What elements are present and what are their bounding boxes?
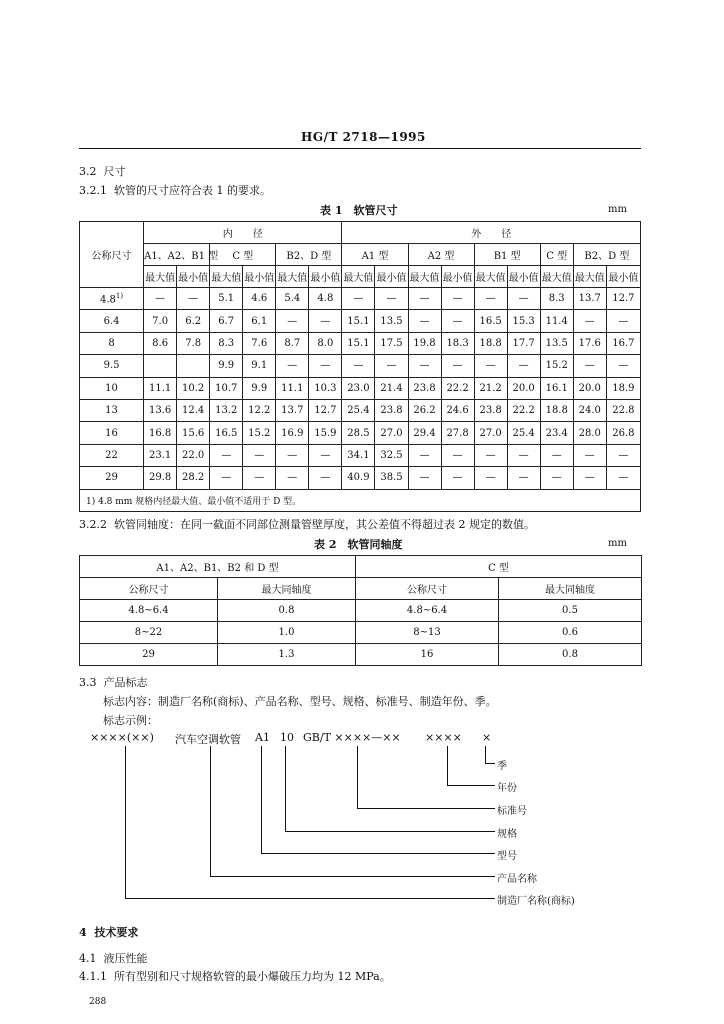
table-cell: 22.2 (507, 399, 540, 421)
table-cell: 15.1 (342, 332, 375, 354)
table-cell: — (474, 444, 507, 466)
table-cell: 26.2 (408, 399, 441, 421)
table-cell: — (540, 467, 573, 489)
example-product-name: 汽车空调软管 (175, 733, 241, 746)
table-row (80, 355, 641, 377)
table-cell: — (243, 467, 276, 489)
table-cell: 17.7 (507, 332, 540, 354)
table1-maxmin-header: 最大值 (276, 266, 309, 288)
table-cell: 16.1 (540, 377, 573, 399)
table1-type-header: A1、A2、B1 型 (144, 244, 210, 266)
table-cell: 15.9 (309, 422, 342, 444)
table-cell: 23.4 (540, 422, 573, 444)
table-cell: 27.8 (441, 422, 474, 444)
table2-group-right: C 型 (356, 556, 642, 578)
table-cell: 9.1 (243, 355, 276, 377)
table-cell: 29.4 (408, 422, 441, 444)
standard-number: HG/T 2718—1995 (301, 130, 426, 144)
table-cell: — (144, 288, 177, 310)
table-cell (177, 355, 210, 377)
table-cell: — (441, 310, 474, 332)
table-cell: 12.7 (309, 399, 342, 421)
table1-size-cell (80, 377, 144, 399)
table2-caption: 表 2 软管同轴度 (314, 538, 403, 551)
table-cell: 8.0 (309, 332, 342, 354)
label-model: 型号 (497, 851, 517, 862)
table-cell: 34.1 (342, 444, 375, 466)
table-cell: 25.4 (507, 422, 540, 444)
table-cell: 23.8 (375, 399, 408, 421)
table-row (80, 444, 641, 466)
table-cell: 8.7 (276, 332, 309, 354)
table-cell: 10.3 (309, 377, 342, 399)
table-cell: 12.2 (243, 399, 276, 421)
section-title: 产品标志 (103, 676, 148, 689)
section-4 (79, 924, 138, 940)
section-3-3 (79, 674, 148, 690)
section-text: 软管的尺寸应符合表 1 的要求。 (114, 184, 271, 197)
table2-header: 公称尺寸 (80, 578, 218, 600)
table-cell: 4.8 (309, 288, 342, 310)
table1-maxmin-header: 最大值 (210, 266, 243, 288)
size-value: 9.5 (103, 360, 120, 372)
table-cell: 16.9 (276, 422, 309, 444)
table1-type-header: A2 型 (408, 244, 474, 266)
leader-line (261, 853, 495, 854)
table-cell: — (276, 444, 309, 466)
table-cell (144, 355, 177, 377)
table-cell: 4.8~6.4 (80, 600, 218, 622)
table-cell: — (507, 467, 540, 489)
leader-line (357, 808, 495, 809)
table1-footnote: 1) 4.8 mm 规格内径最大值、最小值不适用于 D 型。 (80, 489, 641, 511)
table-cell: 13.5 (375, 310, 408, 332)
table-cell: 16.7 (606, 332, 640, 354)
table-cell: 17.5 (375, 332, 408, 354)
table1-size-cell (80, 310, 144, 332)
table-cell: 20.0 (507, 377, 540, 399)
table1-type-header: C 型 (540, 244, 573, 266)
table1-type-header: B2、D 型 (573, 244, 640, 266)
table-cell: 0.8 (218, 600, 356, 622)
table-row (80, 644, 642, 666)
table-cell: 21.4 (375, 377, 408, 399)
table-cell: 23.8 (408, 377, 441, 399)
section-title: 技术要求 (94, 926, 139, 939)
table-row (80, 467, 641, 489)
table-cell: 7.0 (144, 310, 177, 332)
table-cell: 12.7 (606, 288, 640, 310)
marking-example-label: 标志示例： (103, 714, 158, 727)
table-cell: — (507, 355, 540, 377)
table1-type-header: C 型 (210, 244, 276, 266)
table-cell: 13.2 (210, 399, 243, 421)
table1-size-cell (80, 332, 144, 354)
table-cell: 8.3 (540, 288, 573, 310)
leader-line (210, 746, 211, 877)
table1-size-cell (80, 355, 144, 377)
table2-group-left: A1、A2、B1、B2 和 D 型 (80, 556, 356, 578)
section-text: 所有型别和尺寸规格软管的最小爆破压力均为 12 MPa。 (114, 970, 391, 983)
table-cell: — (408, 444, 441, 466)
table1-size-cell (80, 467, 144, 489)
table-cell: 5.1 (210, 288, 243, 310)
example-manufacturer: ××××(××) (90, 731, 154, 744)
table-cell: 13.6 (144, 399, 177, 421)
section-title: 液压性能 (103, 952, 148, 965)
table1-maxmin-header: 最大值 (540, 266, 573, 288)
table-cell: 15.2 (540, 355, 573, 377)
table1 (79, 221, 641, 512)
table-cell: — (606, 444, 640, 466)
section-3-2-2 (79, 516, 535, 532)
table2-header: 最大同轴度 (218, 578, 356, 600)
table-row (80, 622, 642, 644)
table1-group-inner: 内 径 (144, 222, 342, 244)
table-cell: 28.0 (573, 422, 606, 444)
table-cell: 23.0 (342, 377, 375, 399)
table-cell: 29 (80, 644, 218, 666)
table-cell: 9.9 (243, 377, 276, 399)
table-cell: 23.8 (474, 399, 507, 421)
footnote-mark: 1) (115, 292, 124, 301)
table-cell: 26.8 (606, 422, 640, 444)
table-cell: 11.4 (540, 310, 573, 332)
table-cell: 8.6 (144, 332, 177, 354)
table-cell: 25.4 (342, 399, 375, 421)
table1-maxmin-header: 最大值 (144, 266, 177, 288)
table-row (80, 310, 641, 332)
table-cell: 18.8 (540, 399, 573, 421)
table-cell: 0.8 (499, 644, 642, 666)
table-row (80, 377, 641, 399)
example-season: × (482, 731, 492, 744)
section-3-2 (79, 163, 126, 179)
table-cell: — (540, 444, 573, 466)
table1-size-cell (80, 422, 144, 444)
table-cell: — (606, 355, 640, 377)
example-spec: 10 (280, 731, 294, 744)
table-cell: 4.8~6.4 (356, 600, 499, 622)
table-cell: 24.6 (441, 399, 474, 421)
size-value: 16 (105, 427, 118, 439)
label-product-name: 产品名称 (497, 874, 537, 885)
table-cell: 18.3 (441, 332, 474, 354)
table-cell: — (606, 310, 640, 332)
table-cell: — (375, 288, 408, 310)
table-cell: — (441, 467, 474, 489)
table-cell: 19.8 (408, 332, 441, 354)
table-cell: — (474, 355, 507, 377)
leader-line (285, 831, 495, 832)
table2-unit: mm (608, 538, 627, 549)
table-cell: — (573, 355, 606, 377)
section-number: 4.1 (79, 952, 97, 965)
table-cell: 11.1 (144, 377, 177, 399)
table-cell: 27.0 (474, 422, 507, 444)
table-cell: — (309, 467, 342, 489)
table-cell: — (309, 310, 342, 332)
example-standard: GB/T ××××—×× (303, 731, 401, 744)
size-value: 4.8 (100, 294, 116, 306)
table-cell: — (276, 310, 309, 332)
marking-content: 标志内容：制造厂名称(商标)、产品名称、型号、规格、标准号、制造年份、季。 (103, 695, 497, 708)
leader-line (285, 746, 286, 832)
label-spec: 规格 (497, 829, 517, 840)
table-cell: 16.5 (210, 422, 243, 444)
table-cell: 22.2 (441, 377, 474, 399)
table-row (80, 600, 642, 622)
leader-line (485, 746, 486, 764)
size-value: 10 (105, 382, 118, 394)
leader-line (125, 746, 126, 899)
table-cell: — (408, 310, 441, 332)
table-cell: 1.0 (218, 622, 356, 644)
table-cell: 9.9 (210, 355, 243, 377)
table-cell: 17.6 (573, 332, 606, 354)
table-cell: 10.7 (210, 377, 243, 399)
section-number: 3.2.2 (79, 518, 107, 531)
table-cell: — (276, 467, 309, 489)
table-cell: 40.9 (342, 467, 375, 489)
table-row (80, 399, 641, 421)
table-cell: 16 (356, 644, 499, 666)
table-cell: — (210, 467, 243, 489)
table-cell: 10.2 (177, 377, 210, 399)
table-row (80, 489, 641, 511)
size-value: 22 (105, 449, 118, 461)
table-cell: 4.6 (243, 288, 276, 310)
table-cell: 32.5 (375, 444, 408, 466)
table-cell: — (342, 355, 375, 377)
label-season: 季 (497, 761, 507, 772)
table-cell: 8.3 (210, 332, 243, 354)
table2-header: 最大同轴度 (499, 578, 642, 600)
label-year: 年份 (497, 783, 517, 794)
table-cell: — (276, 355, 309, 377)
table-cell: — (408, 288, 441, 310)
leader-line (357, 746, 358, 809)
section-number: 3.2.1 (79, 184, 107, 197)
leader-line (447, 785, 495, 786)
table1-maxmin-header: 最大值 (573, 266, 606, 288)
table-cell: 8~13 (356, 622, 499, 644)
table-cell: 13.7 (276, 399, 309, 421)
table-cell: — (441, 288, 474, 310)
section-title: 尺寸 (103, 165, 126, 178)
table-cell: 28.5 (342, 422, 375, 444)
table-cell: 15.1 (342, 310, 375, 332)
table-cell: 22.0 (177, 444, 210, 466)
table1-maxmin-header: 最大值 (474, 266, 507, 288)
table-cell: — (243, 444, 276, 466)
table-cell: 0.6 (499, 622, 642, 644)
table-cell: 13.7 (573, 288, 606, 310)
table1-maxmin-header: 最小值 (507, 266, 540, 288)
table-cell: 6.1 (243, 310, 276, 332)
size-value: 6.4 (103, 315, 120, 327)
table-cell: — (375, 355, 408, 377)
table-cell: 27.0 (375, 422, 408, 444)
table-cell: 7.6 (243, 332, 276, 354)
table1-group-outer: 外 径 (342, 222, 641, 244)
section-number: 3.3 (79, 676, 97, 689)
table-row (80, 288, 641, 310)
table-cell: — (177, 288, 210, 310)
table1-unit: mm (608, 204, 627, 215)
table-cell: 21.2 (474, 377, 507, 399)
table-cell: — (474, 288, 507, 310)
table-cell: 7.8 (177, 332, 210, 354)
table1-maxmin-header: 最小值 (309, 266, 342, 288)
section-text: 软管同轴度：在同一截面不同部位测量管壁厚度，其公差值不得超过表 2 规定的数值。 (114, 518, 535, 531)
table-cell: — (474, 467, 507, 489)
table-cell: — (573, 467, 606, 489)
table1-size-cell (80, 399, 144, 421)
table-cell: — (309, 444, 342, 466)
size-value: 29 (105, 472, 118, 484)
table-cell: 18.8 (474, 332, 507, 354)
table-cell: 20.0 (573, 377, 606, 399)
example-model: A1 (255, 731, 270, 744)
table-cell: 6.2 (177, 310, 210, 332)
section-number: 4.1.1 (79, 970, 107, 983)
table-cell: — (210, 444, 243, 466)
table1-size-cell (80, 288, 144, 310)
table-cell: — (342, 288, 375, 310)
table-cell: 23.1 (144, 444, 177, 466)
table-cell: 16.8 (144, 422, 177, 444)
table-cell: — (507, 444, 540, 466)
table1-col-nominal: 公称尺寸 (80, 222, 144, 288)
table-cell: 15.2 (243, 422, 276, 444)
table1-maxmin-header: 最小值 (243, 266, 276, 288)
table1-type-header: B1 型 (474, 244, 540, 266)
leader-line (485, 763, 495, 764)
table1-size-cell (80, 444, 144, 466)
header-rule (79, 148, 641, 149)
table-cell: — (441, 355, 474, 377)
table1-type-header: B2、D 型 (276, 244, 342, 266)
table2 (79, 555, 642, 666)
table1-type-header: A1 型 (342, 244, 408, 266)
table-cell: 29.8 (144, 467, 177, 489)
label-manufacturer: 制造厂名称(商标) (497, 896, 575, 907)
page-number: 288 (89, 997, 107, 1007)
table-row (80, 422, 641, 444)
table-cell: 28.2 (177, 467, 210, 489)
table1-maxmin-header: 最小值 (375, 266, 408, 288)
table-cell: 12.4 (177, 399, 210, 421)
table-cell: 15.3 (507, 310, 540, 332)
label-standard: 标准号 (497, 806, 527, 817)
table-cell: — (573, 444, 606, 466)
table-cell: 5.4 (276, 288, 309, 310)
table-cell: 18.9 (606, 377, 640, 399)
section-number: 3.2 (79, 165, 97, 178)
table-cell: 11.1 (276, 377, 309, 399)
table-cell: 6.7 (210, 310, 243, 332)
example-year: ×××× (425, 731, 462, 744)
table-cell: 13.5 (540, 332, 573, 354)
table2-header: 公称尺寸 (356, 578, 499, 600)
leader-line (125, 898, 495, 899)
size-value: 8 (108, 337, 115, 349)
leader-line (210, 876, 495, 877)
table-cell: 0.5 (499, 600, 642, 622)
table1-maxmin-header: 最大值 (342, 266, 375, 288)
table-cell: 22.8 (606, 399, 640, 421)
table1-maxmin-header: 最小值 (441, 266, 474, 288)
table-cell: 1.3 (218, 644, 356, 666)
size-value: 13 (105, 405, 118, 417)
table-cell: 38.5 (375, 467, 408, 489)
table-cell: — (408, 467, 441, 489)
table-cell: — (309, 355, 342, 377)
section-3-2-1 (79, 182, 271, 198)
table-cell: — (573, 310, 606, 332)
table-cell: 24.0 (573, 399, 606, 421)
table1-maxmin-header: 最小值 (177, 266, 210, 288)
table1-caption: 表 1 软管尺寸 (320, 204, 398, 217)
table-cell: — (441, 444, 474, 466)
table1-maxmin-header: 最大值 (408, 266, 441, 288)
table-cell: 15.6 (177, 422, 210, 444)
table1-maxmin-header: 最小值 (606, 266, 640, 288)
table-cell: 8~22 (80, 622, 218, 644)
table-row (80, 332, 641, 354)
table-cell: — (507, 288, 540, 310)
table-cell: — (408, 355, 441, 377)
table-cell: 16.5 (474, 310, 507, 332)
leader-line (261, 746, 262, 854)
section-number: 4 (79, 926, 87, 939)
section-4-1-1 (79, 968, 391, 984)
table-cell: — (606, 467, 640, 489)
section-4-1 (79, 950, 148, 966)
leader-line (447, 746, 448, 786)
